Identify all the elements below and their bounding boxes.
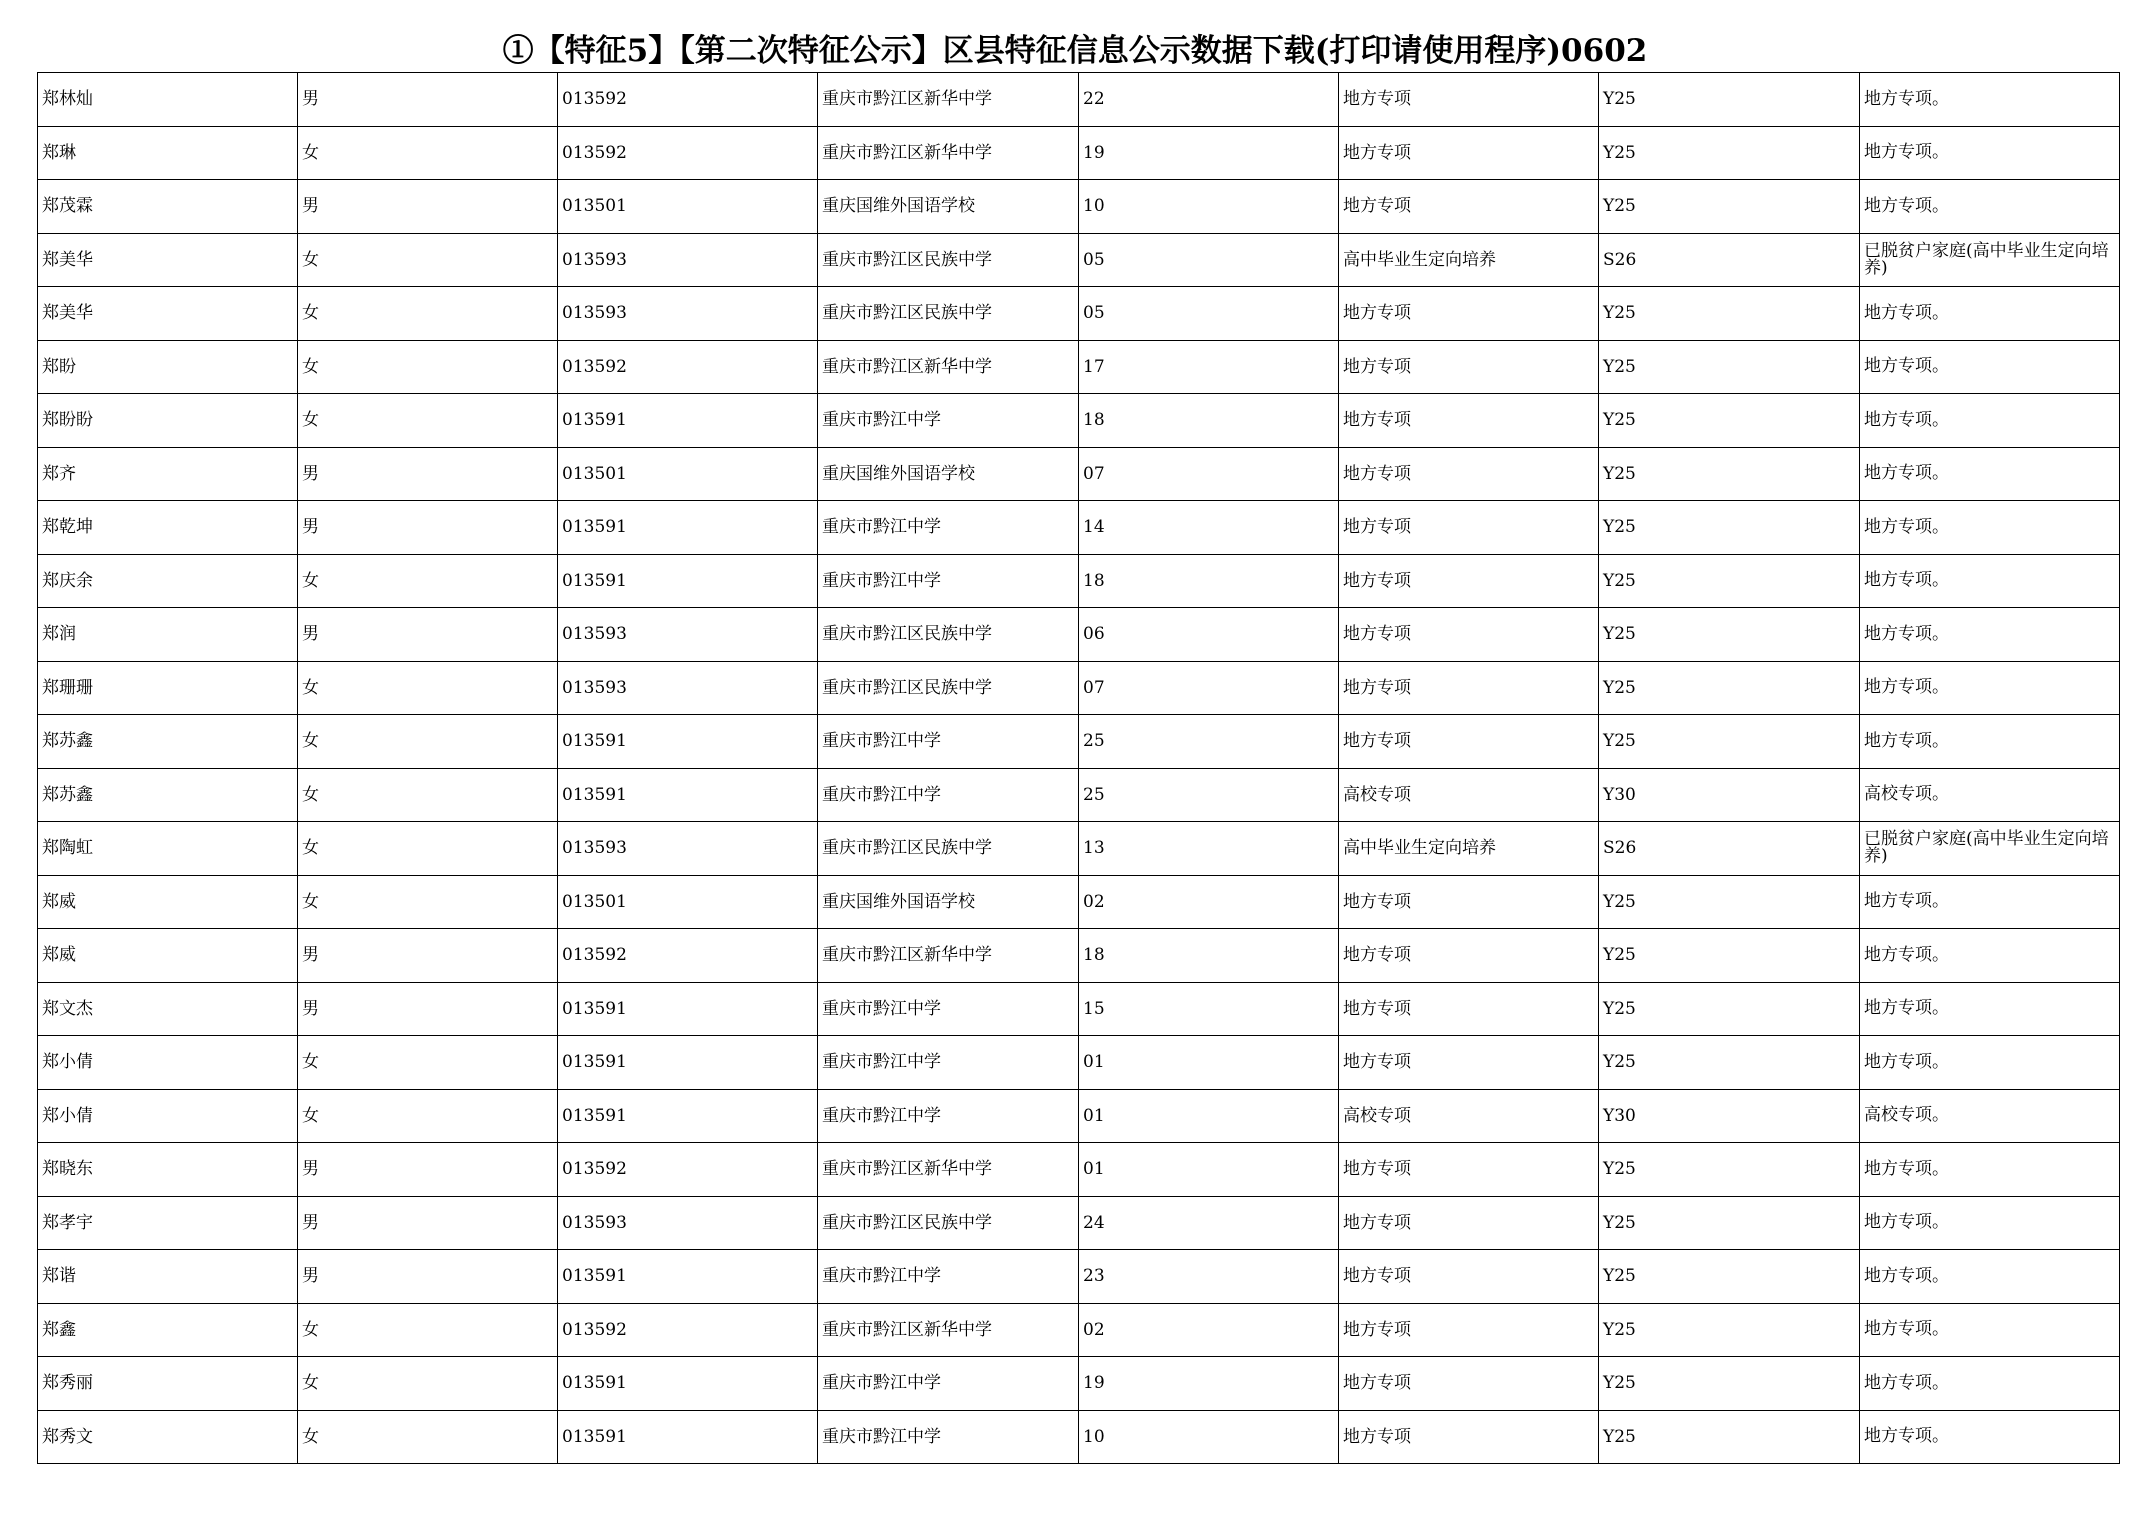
cell-class-no: 02: [1079, 875, 1339, 929]
cell-school-code: 013591: [558, 501, 818, 555]
cell-name: 郑茂霖: [38, 180, 298, 234]
cell-name: 郑苏鑫: [38, 715, 298, 769]
cell-note: 地方专项。: [1860, 929, 2120, 983]
cell-category: 地方专项: [1339, 554, 1599, 608]
cell-category: 地方专项: [1339, 1196, 1599, 1250]
cell-note: 地方专项。: [1860, 982, 2120, 1036]
cell-school: 重庆市黔江区新华中学: [818, 929, 1079, 983]
cell-name: 郑乾坤: [38, 501, 298, 555]
cell-name: 郑陶虹: [38, 822, 298, 876]
cell-class-no: 01: [1079, 1143, 1339, 1197]
cell-class-no: 13: [1079, 822, 1339, 876]
roster-body: [38, 73, 2120, 1464]
cell-gender: 男: [298, 73, 558, 127]
cell-name: 郑小倩: [38, 1036, 298, 1090]
cell-note: 高校专项。: [1860, 1089, 2120, 1143]
cell-category: 高校专项: [1339, 1089, 1599, 1143]
cell-gender: 女: [298, 126, 558, 180]
cell-class-no: 05: [1079, 233, 1339, 287]
cell-gender: 女: [298, 554, 558, 608]
cell-note: 地方专项。: [1860, 554, 2120, 608]
table-row: [38, 180, 2120, 234]
cell-note: 已脱贫户家庭(高中毕业生定向培养): [1860, 822, 2120, 876]
cell-school-code: 013591: [558, 1357, 818, 1411]
cell-gender: 女: [298, 715, 558, 769]
cell-class-no: 25: [1079, 768, 1339, 822]
cell-school: 重庆市黔江区民族中学: [818, 608, 1079, 662]
cell-note: 地方专项。: [1860, 1196, 2120, 1250]
cell-category-code: Y25: [1599, 287, 1860, 341]
cell-school: 重庆市黔江中学: [818, 1357, 1079, 1411]
cell-category-code: Y25: [1599, 1143, 1860, 1197]
cell-category: 地方专项: [1339, 447, 1599, 501]
cell-gender: 男: [298, 982, 558, 1036]
cell-category-code: Y25: [1599, 1250, 1860, 1304]
cell-name: 郑琳: [38, 126, 298, 180]
cell-gender: 女: [298, 394, 558, 448]
cell-class-no: 10: [1079, 180, 1339, 234]
cell-school-code: 013593: [558, 287, 818, 341]
cell-school-code: 013592: [558, 126, 818, 180]
cell-note: 已脱贫户家庭(高中毕业生定向培养): [1860, 233, 2120, 287]
cell-name: 郑美华: [38, 287, 298, 341]
cell-gender: 女: [298, 340, 558, 394]
cell-school-code: 013591: [558, 715, 818, 769]
table-row: [38, 1357, 2120, 1411]
cell-school-code: 013591: [558, 1089, 818, 1143]
cell-category-code: Y25: [1599, 929, 1860, 983]
table-row: [38, 340, 2120, 394]
cell-class-no: 18: [1079, 929, 1339, 983]
table-row: [38, 1196, 2120, 1250]
cell-name: 郑鑫: [38, 1303, 298, 1357]
cell-category: 地方专项: [1339, 1250, 1599, 1304]
cell-category: 地方专项: [1339, 501, 1599, 555]
cell-name: 郑庆余: [38, 554, 298, 608]
cell-school: 重庆市黔江中学: [818, 394, 1079, 448]
table-row: [38, 768, 2120, 822]
cell-gender: 女: [298, 822, 558, 876]
cell-category-code: Y25: [1599, 126, 1860, 180]
cell-school: 重庆市黔江区新华中学: [818, 340, 1079, 394]
cell-category-code: S26: [1599, 233, 1860, 287]
cell-gender: 女: [298, 1357, 558, 1411]
cell-name: 郑威: [38, 875, 298, 929]
cell-name: 郑珊珊: [38, 661, 298, 715]
cell-class-no: 14: [1079, 501, 1339, 555]
cell-note: 地方专项。: [1860, 1250, 2120, 1304]
cell-gender: 女: [298, 875, 558, 929]
table-row: [38, 608, 2120, 662]
cell-category-code: Y25: [1599, 73, 1860, 127]
cell-category-code: Y25: [1599, 1303, 1860, 1357]
cell-class-no: 01: [1079, 1036, 1339, 1090]
table-row: [38, 1303, 2120, 1357]
cell-category-code: Y25: [1599, 982, 1860, 1036]
cell-class-no: 02: [1079, 1303, 1339, 1357]
table-row: [38, 715, 2120, 769]
cell-category: 地方专项: [1339, 180, 1599, 234]
cell-note: 地方专项。: [1860, 608, 2120, 662]
cell-gender: 男: [298, 180, 558, 234]
cell-category: 高中毕业生定向培养: [1339, 822, 1599, 876]
table-row: [38, 126, 2120, 180]
cell-name: 郑晓东: [38, 1143, 298, 1197]
table-row: [38, 554, 2120, 608]
cell-category: 地方专项: [1339, 1357, 1599, 1411]
cell-category-code: Y25: [1599, 661, 1860, 715]
cell-note: 地方专项。: [1860, 1410, 2120, 1464]
cell-category: 地方专项: [1339, 608, 1599, 662]
cell-class-no: 17: [1079, 340, 1339, 394]
cell-school-code: 013593: [558, 822, 818, 876]
cell-gender: 女: [298, 1036, 558, 1090]
cell-category-code: S26: [1599, 822, 1860, 876]
cell-school-code: 013593: [558, 233, 818, 287]
cell-category-code: Y25: [1599, 608, 1860, 662]
cell-school-code: 013591: [558, 1410, 818, 1464]
cell-school-code: 013592: [558, 1143, 818, 1197]
cell-school: 重庆市黔江中学: [818, 1089, 1079, 1143]
cell-gender: 女: [298, 233, 558, 287]
cell-class-no: 15: [1079, 982, 1339, 1036]
cell-class-no: 18: [1079, 394, 1339, 448]
cell-category-code: Y25: [1599, 554, 1860, 608]
cell-category-code: Y30: [1599, 768, 1860, 822]
cell-category: 地方专项: [1339, 287, 1599, 341]
cell-school: 重庆市黔江中学: [818, 501, 1079, 555]
cell-gender: 男: [298, 447, 558, 501]
cell-category-code: Y25: [1599, 1196, 1860, 1250]
cell-name: 郑美华: [38, 233, 298, 287]
cell-name: 郑小倩: [38, 1089, 298, 1143]
cell-school: 重庆市黔江中学: [818, 1036, 1079, 1090]
cell-category: 地方专项: [1339, 126, 1599, 180]
cell-name: 郑秀文: [38, 1410, 298, 1464]
table-row: [38, 875, 2120, 929]
table-row: [38, 73, 2120, 127]
cell-category: 地方专项: [1339, 1036, 1599, 1090]
cell-class-no: 23: [1079, 1250, 1339, 1304]
cell-school-code: 013593: [558, 1196, 818, 1250]
cell-school: 重庆市黔江区新华中学: [818, 1143, 1079, 1197]
cell-school: 重庆市黔江中学: [818, 982, 1079, 1036]
table-row: [38, 501, 2120, 555]
cell-name: 郑盼盼: [38, 394, 298, 448]
cell-note: 地方专项。: [1860, 1303, 2120, 1357]
cell-name: 郑威: [38, 929, 298, 983]
table-row: [38, 822, 2120, 876]
cell-school: 重庆市黔江区民族中学: [818, 822, 1079, 876]
cell-gender: 男: [298, 1196, 558, 1250]
cell-class-no: 07: [1079, 447, 1339, 501]
cell-category-code: Y25: [1599, 1410, 1860, 1464]
cell-class-no: 19: [1079, 1357, 1339, 1411]
cell-note: 地方专项。: [1860, 394, 2120, 448]
cell-name: 郑盼: [38, 340, 298, 394]
cell-name: 郑文杰: [38, 982, 298, 1036]
cell-school: 重庆市黔江区民族中学: [818, 287, 1079, 341]
table-row: [38, 929, 2120, 983]
cell-category: 地方专项: [1339, 982, 1599, 1036]
cell-category-code: Y25: [1599, 875, 1860, 929]
cell-class-no: 07: [1079, 661, 1339, 715]
cell-school-code: 013593: [558, 661, 818, 715]
cell-school: 重庆市黔江中学: [818, 1410, 1079, 1464]
cell-gender: 男: [298, 929, 558, 983]
cell-class-no: 05: [1079, 287, 1339, 341]
cell-category: 地方专项: [1339, 394, 1599, 448]
cell-school: 重庆国维外国语学校: [818, 447, 1079, 501]
cell-note: 地方专项。: [1860, 661, 2120, 715]
cell-category-code: Y25: [1599, 715, 1860, 769]
cell-school: 重庆市黔江中学: [818, 1250, 1079, 1304]
cell-school-code: 013592: [558, 340, 818, 394]
cell-category: 地方专项: [1339, 661, 1599, 715]
cell-school-code: 013501: [558, 875, 818, 929]
page-title: ①【特征5】【第二次特征公示】区县特征信息公示数据下载(打印请使用程序)0602: [502, 33, 1648, 69]
cell-category-code: Y25: [1599, 394, 1860, 448]
cell-note: 地方专项。: [1860, 875, 2120, 929]
table-row: [38, 1410, 2120, 1464]
cell-note: 地方专项。: [1860, 1036, 2120, 1090]
table-row: [38, 1143, 2120, 1197]
cell-class-no: 18: [1079, 554, 1339, 608]
cell-note: 地方专项。: [1860, 501, 2120, 555]
cell-name: 郑润: [38, 608, 298, 662]
cell-category: 地方专项: [1339, 73, 1599, 127]
cell-category-code: Y25: [1599, 501, 1860, 555]
cell-school: 重庆市黔江中学: [818, 715, 1079, 769]
cell-gender: 女: [298, 1089, 558, 1143]
cell-school: 重庆市黔江中学: [818, 554, 1079, 608]
roster-table: [37, 72, 2120, 1464]
cell-note: 地方专项。: [1860, 1357, 2120, 1411]
table-row: [38, 447, 2120, 501]
cell-school-code: 013592: [558, 929, 818, 983]
table-row: [38, 233, 2120, 287]
cell-note: 地方专项。: [1860, 1143, 2120, 1197]
cell-category-code: Y25: [1599, 1357, 1860, 1411]
cell-school: 重庆市黔江区新华中学: [818, 73, 1079, 127]
cell-category: 地方专项: [1339, 1143, 1599, 1197]
cell-category-code: Y25: [1599, 1036, 1860, 1090]
table-row: [38, 1036, 2120, 1090]
cell-name: 郑谐: [38, 1250, 298, 1304]
cell-gender: 女: [298, 287, 558, 341]
cell-note: 高校专项。: [1860, 768, 2120, 822]
cell-gender: 男: [298, 1143, 558, 1197]
cell-category: 高中毕业生定向培养: [1339, 233, 1599, 287]
cell-gender: 男: [298, 1250, 558, 1304]
cell-category: 高校专项: [1339, 768, 1599, 822]
cell-note: 地方专项。: [1860, 126, 2120, 180]
cell-school-code: 013591: [558, 554, 818, 608]
cell-school-code: 013591: [558, 394, 818, 448]
cell-category: 地方专项: [1339, 715, 1599, 769]
cell-gender: 女: [298, 661, 558, 715]
cell-class-no: 24: [1079, 1196, 1339, 1250]
cell-category: 地方专项: [1339, 929, 1599, 983]
cell-school: 重庆市黔江区新华中学: [818, 1303, 1079, 1357]
cell-school: 重庆市黔江区新华中学: [818, 126, 1079, 180]
table-row: [38, 661, 2120, 715]
cell-note: 地方专项。: [1860, 73, 2120, 127]
cell-name: 郑孝宇: [38, 1196, 298, 1250]
cell-school: 重庆市黔江区民族中学: [818, 1196, 1079, 1250]
cell-class-no: 25: [1079, 715, 1339, 769]
cell-gender: 男: [298, 501, 558, 555]
table-row: [38, 1250, 2120, 1304]
cell-category: 地方专项: [1339, 340, 1599, 394]
cell-gender: 女: [298, 1410, 558, 1464]
cell-school-code: 013592: [558, 1303, 818, 1357]
cell-category-code: Y25: [1599, 180, 1860, 234]
cell-name: 郑苏鑫: [38, 768, 298, 822]
cell-school: 重庆市黔江区民族中学: [818, 661, 1079, 715]
cell-class-no: 22: [1079, 73, 1339, 127]
cell-school: 重庆市黔江区民族中学: [818, 233, 1079, 287]
cell-name: 郑林灿: [38, 73, 298, 127]
cell-gender: 女: [298, 1303, 558, 1357]
cell-name: 郑秀丽: [38, 1357, 298, 1411]
table-row: [38, 394, 2120, 448]
cell-name: 郑齐: [38, 447, 298, 501]
cell-category-code: Y25: [1599, 340, 1860, 394]
table-row: [38, 982, 2120, 1036]
cell-category: 地方专项: [1339, 1303, 1599, 1357]
cell-school-code: 013591: [558, 1250, 818, 1304]
cell-school: 重庆国维外国语学校: [818, 875, 1079, 929]
cell-category: 地方专项: [1339, 1410, 1599, 1464]
cell-note: 地方专项。: [1860, 287, 2120, 341]
cell-category: 地方专项: [1339, 875, 1599, 929]
cell-school: 重庆国维外国语学校: [818, 180, 1079, 234]
cell-school-code: 013501: [558, 447, 818, 501]
cell-school-code: 013501: [558, 180, 818, 234]
cell-class-no: 19: [1079, 126, 1339, 180]
cell-note: 地方专项。: [1860, 340, 2120, 394]
cell-class-no: 01: [1079, 1089, 1339, 1143]
cell-note: 地方专项。: [1860, 180, 2120, 234]
cell-class-no: 10: [1079, 1410, 1339, 1464]
cell-gender: 女: [298, 768, 558, 822]
cell-note: 地方专项。: [1860, 447, 2120, 501]
cell-gender: 男: [298, 608, 558, 662]
cell-school-code: 013591: [558, 982, 818, 1036]
cell-school: 重庆市黔江中学: [818, 768, 1079, 822]
cell-category-code: Y25: [1599, 447, 1860, 501]
cell-class-no: 06: [1079, 608, 1339, 662]
cell-school-code: 013591: [558, 768, 818, 822]
cell-note: 地方专项。: [1860, 715, 2120, 769]
cell-school-code: 013593: [558, 608, 818, 662]
table-row: [38, 1089, 2120, 1143]
cell-category-code: Y30: [1599, 1089, 1860, 1143]
cell-school-code: 013591: [558, 1036, 818, 1090]
cell-school-code: 013592: [558, 73, 818, 127]
table-row: [38, 287, 2120, 341]
